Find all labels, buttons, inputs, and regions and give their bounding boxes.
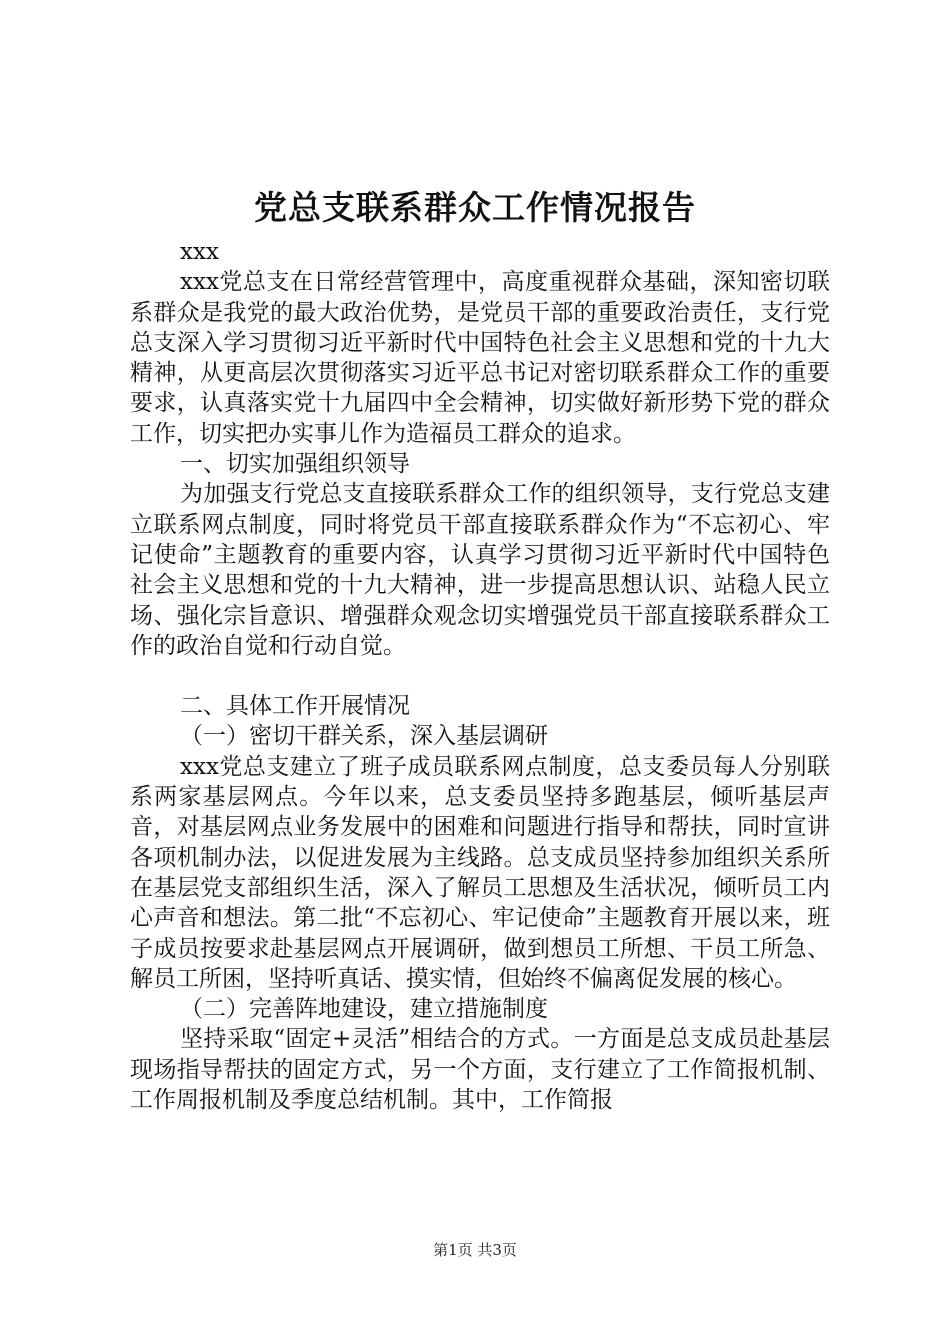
paragraph-intro: xxx党总支在日常经营管理中，高度重视群众基础，深知密切联系群众是我党的最大政治优势，是党员干部的重要政治责任，支行党总支深入学习贯彻习近平新时代中国特色社会主义思想和党的十九大精神，从更高层次贯彻落实习近平总书记对密切联系群众工作的重要要求，认真落实党十九届四中全会精神，切实做好新形势下党的群众工作，切实把办实事儿作为造福员工群众的追求。	[130, 269, 830, 447]
subsection-heading-1: （一）密切干群关系，深入基层调研	[180, 723, 548, 750]
section-heading-2: 二、具体工作开展情况	[180, 693, 410, 720]
document-body	[130, 237, 830, 1115]
page-footer: 第1页 共3页	[433, 1241, 517, 1259]
paragraph-research: xxx党总支建立了班子成员联系网点制度，总支委员每人分别联系两家基层网点。今年以来，总支委员坚持多跑基层，倾听基层声音，对基层网点业务发展中的困难和问题进行指导和帮扶，同时宣讲各项机制办法，以促进发展为主线路。总支成员坚持参加组织关系所在基层党支部组织生活，深入了解员工思想及生活状况，倾听员工内心声音和想法。第二批“不忘初心、牢记使命”主题教育开展以来，班子成员按要求赴基层网点开展调研，做到想员工所想、干员工所急、解员工所困，坚持听真话、摸实情，但始终不偏离促发展的核心。	[130, 753, 830, 992]
author-line: xxx	[180, 239, 219, 265]
section-heading-1: 一、切实加强组织领导	[180, 451, 410, 478]
paragraph-organization: 为加强支行党总支直接联系群众工作的组织领导，支行党总支建立联系网点制度，同时将党员干部直接联系群众作为“不忘初心、牢记使命”主题教育的重要内容，认真学习贯彻习近平新时代中国特色社会主义思想和党的十九大精神，进一步提高思想认识、站稳人民立场、强化宗旨意识、增强群众观念切实增强党员干部直接联系群众工作的政治自觉和行动自觉。	[130, 481, 830, 659]
paragraph-mechanism: 坚持采取“固定+灵活”相结合的方式。一方面是总支成员赴基层现场指导帮扶的固定方式，另一个方面，支行建立了工作简报机制、工作周报机制及季度总结机制。其中，工作简报	[130, 1026, 830, 1114]
document-title: 党总支联系群众工作情况报告	[254, 188, 696, 227]
paragraph-spacer	[130, 661, 830, 691]
subsection-heading-2: （二）完善阵地建设，建立措施制度	[180, 996, 548, 1023]
